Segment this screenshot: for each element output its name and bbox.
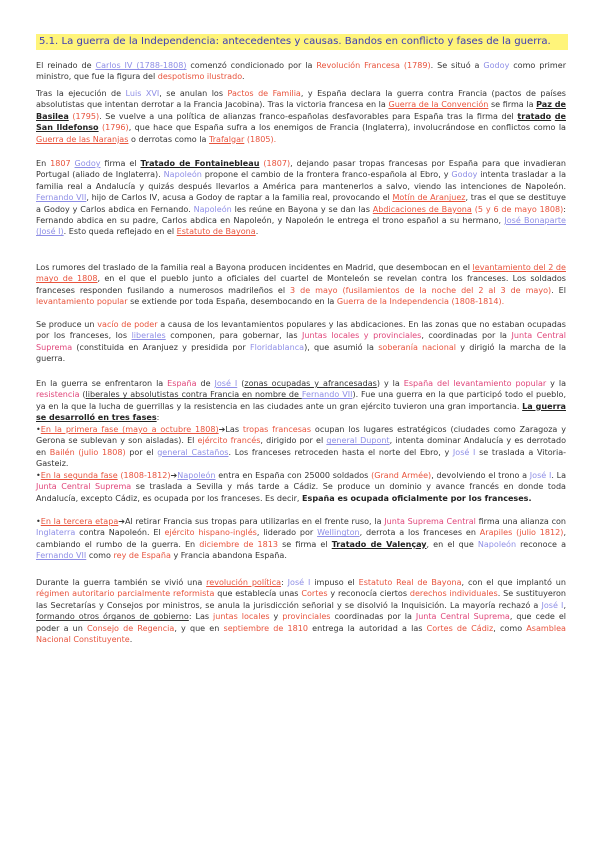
text-run: • — [36, 425, 41, 434]
text-run: (1807) — [259, 159, 291, 168]
text-run: rey de España — [113, 551, 171, 561]
text-run: de San Ildefonso — [36, 111, 566, 133]
text-run: Asamblea Nacional Constituyente — [36, 623, 566, 645]
text-run: Napoleón — [193, 204, 232, 214]
text-run: , cambiando el rumbo de la guerra. En — [36, 528, 566, 549]
text-run: ) y la — [376, 379, 404, 388]
text-run: ➔Las — [218, 425, 243, 434]
text-run: ejército hispano-inglés — [164, 528, 257, 538]
text-run: Inglaterra — [36, 528, 76, 538]
text-run: coordinadas por la — [330, 612, 416, 622]
text-run: septiembre de 1810 — [223, 623, 309, 633]
text-run: se extiende por toda España, desembocando en la — [127, 297, 337, 307]
text-run: En la tercera etapa — [40, 517, 119, 526]
paragraph-pactos-de-familia — [36, 88, 566, 145]
text-run: por el — [125, 447, 158, 457]
text-run: y — [269, 612, 283, 622]
text-run: componen, para gobernar, las — [165, 331, 303, 341]
text-run: derechos individuales — [409, 589, 498, 599]
text-run: zonas ocupadas y afrancesadas — [244, 379, 377, 388]
text-run: o derrotas como la — [128, 134, 209, 144]
text-run: Junta Suprema Central — [384, 517, 476, 526]
text-run: Guerra de las Naranjas — [36, 134, 129, 144]
text-run: José Bonaparte (José I) — [36, 216, 566, 237]
text-run: España — [167, 379, 197, 388]
text-run: y reconocía ciertos — [327, 589, 410, 599]
text-run: ( — [79, 390, 86, 400]
text-run: Bailén (julio 1808) — [49, 447, 126, 457]
text-run: José I — [529, 471, 552, 480]
text-run: Junta Central Suprema — [36, 331, 566, 352]
text-run: entrega la autoridad a las — [308, 623, 427, 633]
text-run: Arapiles (julio 1812) — [479, 528, 564, 538]
text-run: . Se situó a — [430, 61, 484, 70]
text-run: formando otros órganos de gobierno — [36, 612, 189, 622]
text-run: Se produce un — [36, 320, 98, 329]
text-run: . Esto queda reflejado en el — [63, 227, 177, 237]
text-run: tropas francesas — [242, 425, 312, 434]
text-run: como — [86, 551, 114, 561]
text-run: les reúne en Bayona y se dan las — [231, 204, 373, 214]
text-run: : — [281, 578, 288, 587]
text-run: se traslada a Vitoria-Gasteiz. — [36, 447, 567, 469]
text-run: y Francia abandona España. — [170, 551, 287, 561]
text-run: . — [255, 227, 259, 237]
text-run: José I — [214, 379, 238, 388]
text-run: liberales — [131, 331, 166, 341]
text-run: contra Napoleón. El — [75, 528, 165, 538]
text-run: (5 y 6 de mayo 1808) — [471, 204, 564, 214]
text-run: de — [196, 379, 215, 388]
text-run: firma una alianza con — [475, 517, 567, 526]
section-title: 5.1. La guerra de la Independencia: antecedentes y causas. Bandos en conflicto y fases de la guerra. — [36, 34, 568, 50]
text-run: José I — [541, 600, 564, 610]
text-run: Durante la guerra también se vivió una — [36, 578, 207, 587]
text-run: reconoce a — [516, 539, 567, 549]
paragraph-bandos-en-conflicto — [36, 378, 566, 424]
text-run: diciembre de 1813 — [199, 539, 278, 549]
text-run: ejército francés — [197, 436, 261, 446]
text-run: Junta Central Suprema — [36, 482, 132, 492]
text-run: ➔Al retirar Francia sus tropas para utilizarlas en el frente ruso, la — [118, 517, 385, 526]
text-run: • — [36, 517, 41, 526]
text-run: En la segunda fase — [40, 471, 118, 480]
text-run: Los rumores del traslado de la familia real a Bayona producen incidentes en Madrid, que desembocan en el — [36, 263, 473, 272]
text-run: y dirigió la marcha de la guerra. — [36, 342, 567, 364]
text-run: . Se sustituyeron las Secretarías y Consejos por ministros, se anula la jurisdicción señorial y se disolvió la Inquisición. La mayoría rechazó a — [36, 589, 566, 610]
text-run: revolución política — [206, 578, 282, 587]
text-run: , en el que el pueblo junto a oficiales del cuartel de Monteleón se revelan contra los franceses. Los soldados franceses responden fusilando a numerosos madrileños el — [36, 274, 566, 295]
text-run: se traslada a Sevilla y más tarde a Cádiz. Se produce un dominio y avance francés en donde toda Andalucía, excepto Cádiz, es ocupada por los franceses. Es decir, — [36, 482, 566, 503]
text-run: Fernando VII — [36, 193, 87, 203]
text-run: Consejo de Regencia — [87, 623, 175, 633]
text-run: ocupan los lugares estratégicos (ciudades como Zaragoza y Gerona se sublevan y son aisladas). El — [36, 425, 566, 446]
text-run: Fernando VII — [36, 551, 87, 561]
text-run: liberales y absolutistas contra Francia en nombre de — [85, 390, 302, 400]
text-run: , tras el que se destituye a Godoy y Carlos abdica en Fernando. — [36, 193, 566, 214]
text-run: José I — [287, 578, 311, 587]
text-run: , y que en — [174, 623, 224, 633]
text-run: Tratado de Fontainebleau — [140, 159, 260, 168]
paragraph-vacio-de-poder — [36, 319, 566, 365]
text-run: (1795) — [68, 111, 100, 121]
text-run: a causa de los levantamientos populares y las abdicaciones. En las zonas que no estaban ocupadas por los franceses, los — [36, 320, 566, 341]
text-run: 3 de mayo (fusilamientos de la noche del 2 al 3 de mayo) — [290, 285, 552, 295]
text-run: : Las — [188, 612, 214, 622]
text-run: firma el — [100, 159, 141, 168]
text-run: Godoy — [483, 61, 510, 70]
text-run: . Se vuelve a una política de alianzas franco-españolas desfavorables para España tras la firma del — [99, 111, 518, 121]
text-run: ), que asumió la — [304, 342, 379, 352]
text-run: , devolviendo el trono a — [431, 471, 530, 480]
text-run: juntas locales — [213, 612, 270, 622]
text-run: En la primera fase (mayo a octubre 1808) — [40, 425, 219, 434]
text-run: , intenta dominar Andalucía y es derrotado en — [36, 436, 567, 457]
text-run: régimen autoritario parcialmente reformista — [36, 589, 215, 599]
text-run: ( — [237, 379, 245, 388]
text-run: Godoy — [74, 159, 101, 168]
text-run: , con el que implantó un — [461, 578, 567, 587]
text-run: Motín de Aranjuez — [392, 193, 466, 203]
text-run: . — [129, 635, 133, 645]
text-run: ➔ — [170, 471, 178, 480]
text-run: Abdicaciones de Bayona — [372, 204, 472, 214]
text-run: Estatuto Real de Bayona — [358, 578, 462, 587]
text-run: Pactos de Familia — [227, 89, 301, 98]
text-run: Fernando VII — [301, 390, 353, 400]
text-run: Tratado de Valençay — [331, 539, 427, 549]
text-run: Estatuto de Bayona — [176, 227, 256, 237]
text-run: comenzó condicionado por la — [186, 61, 317, 70]
text-run: intenta trasladar a la familia real a Andalucía y quizás después llevarlos a América para mantenerlos a salvo, viendo las intenciones de Napoleón. — [36, 170, 566, 191]
text-run: despotismo ilustrado — [157, 72, 242, 82]
text-run: Cortes de Cádiz — [426, 623, 494, 633]
text-run: : Fernando abdica en su padre, Carlos abdica en Napoleón, y Napoleón le entrega el trono español a su hermano, — [36, 204, 566, 226]
paragraph-fontainebleau — [36, 158, 566, 238]
text-run: Guerra de la Convención — [388, 100, 489, 110]
text-run: La guerra se desarrolló en tres fases — [36, 401, 566, 423]
text-run: Tras la ejecución de — [36, 89, 126, 98]
text-run: como primer ministro, que fue la figura del — [36, 61, 566, 82]
paragraph-segunda-fase — [36, 470, 566, 504]
text-run: levantamiento del 2 de mayo de 1808 — [36, 263, 566, 284]
text-run: se firma la — [488, 100, 537, 110]
text-run: que establecía unas — [214, 589, 302, 599]
text-run: Napoleón — [163, 170, 202, 180]
text-run: El reinado de — [36, 61, 96, 70]
text-run: Godoy — [451, 170, 478, 180]
text-run: , que cede el poder a un — [36, 612, 567, 633]
text-run: Wellington — [317, 528, 360, 538]
paragraph-tercera-etapa — [36, 516, 566, 562]
paragraph-revolucion-politica — [36, 577, 566, 645]
text-run: , hijo de Carlos IV, acusa a Godoy de raptar a la familia real, provocando el — [86, 193, 393, 203]
text-run: Juntas locales y provinciales — [302, 331, 422, 341]
text-run: Guerra de la Independencia (1808-1814). — [336, 297, 505, 307]
text-run: (Grand Armée) — [371, 471, 432, 480]
paragraph-reign-carlos-iv — [36, 60, 566, 83]
text-run: ). Fue una guerra en la que participó todo el pueblo, ya en la que la lucha de guerrillas y la resistencia en las ciudades ante un gran ejército tuvieron una gran importancia. — [36, 390, 567, 411]
text-run: , dirigido por el — [260, 436, 327, 446]
text-run: Trafalgar — [209, 134, 245, 144]
text-run: España es ocupada oficialmente por los franceses. — [302, 493, 532, 503]
text-run: . — [241, 72, 245, 82]
text-run: levantamiento popular — [36, 297, 128, 307]
text-run: soberanía nacional — [378, 342, 456, 352]
text-run: (1805). — [244, 134, 277, 144]
text-run: Paz de Basilea — [36, 100, 566, 121]
text-run: resistencia — [36, 390, 80, 400]
text-run: , coordinadas por la — [421, 331, 512, 341]
text-run: En la guerra se enfrentaron la — [36, 379, 168, 388]
text-run: Cortes — [301, 589, 328, 599]
text-run: . Los franceses retroceden hasta el norte del Ebro, y — [228, 447, 453, 457]
text-run: general Castaños — [157, 447, 229, 457]
paragraph-primera-fase — [36, 424, 566, 470]
text-run: Junta Central Suprema — [415, 612, 510, 622]
text-run: : — [156, 413, 160, 423]
text-run: , — [563, 600, 566, 610]
text-run: , como — [493, 623, 527, 633]
text-run: , que hace que España sufra a los enemigos de Francia (Inglaterra), involucrándose en conflictos como la — [128, 123, 566, 133]
text-run: provinciales — [282, 612, 331, 622]
text-run: Revolución Francesa (1789) — [316, 61, 431, 70]
text-run: Napoleón — [477, 539, 517, 549]
text-run: , derrota a los franceses en — [359, 528, 480, 538]
text-run: , y España declara la guerra contra Francia (pactos de países absolutistas que intentan derrotar a la Francia Jacobina). Tras la victoria francesa en la — [36, 89, 566, 110]
text-run: , liderado por — [256, 528, 318, 538]
text-run: , dejando pasar tropas francesas por España para que invadieran Portugal (aliado de Inglaterra). — [36, 159, 566, 180]
text-run: general Dupont — [326, 436, 390, 446]
text-run: Luis XVI — [125, 89, 160, 98]
text-run: y la — [546, 379, 567, 388]
text-run: , en el que — [426, 539, 478, 549]
text-run: tratado — [517, 111, 552, 121]
text-run: • — [36, 471, 41, 480]
text-run: (1808-1812) — [117, 471, 171, 480]
text-run: Carlos IV (1788-1808) — [95, 61, 187, 70]
text-run: (constituida en Aranjuez y presidida por — [72, 342, 250, 352]
text-run: Napoleón — [177, 471, 216, 480]
text-run: , se anulan los — [159, 89, 228, 98]
text-run: . El — [551, 285, 566, 295]
text-run: Floridablanca — [249, 342, 305, 352]
text-run: España del levantamiento popular — [403, 379, 547, 388]
text-run: . La — [551, 471, 567, 480]
text-run: impuso el — [310, 578, 359, 587]
text-run: (1796) — [98, 123, 129, 133]
text-run: En — [36, 159, 51, 168]
text-run: vacío de poder — [97, 320, 158, 329]
text-run: entra en España con 25000 soldados — [215, 471, 372, 480]
text-run: 1807 — [50, 159, 71, 168]
text-run: se firma el — [277, 539, 332, 549]
paragraph-dos-de-mayo — [36, 262, 566, 308]
text-run: José I — [452, 447, 476, 457]
text-run: propone el cambio de la frontera franco-española al Ebro, y — [201, 170, 452, 180]
